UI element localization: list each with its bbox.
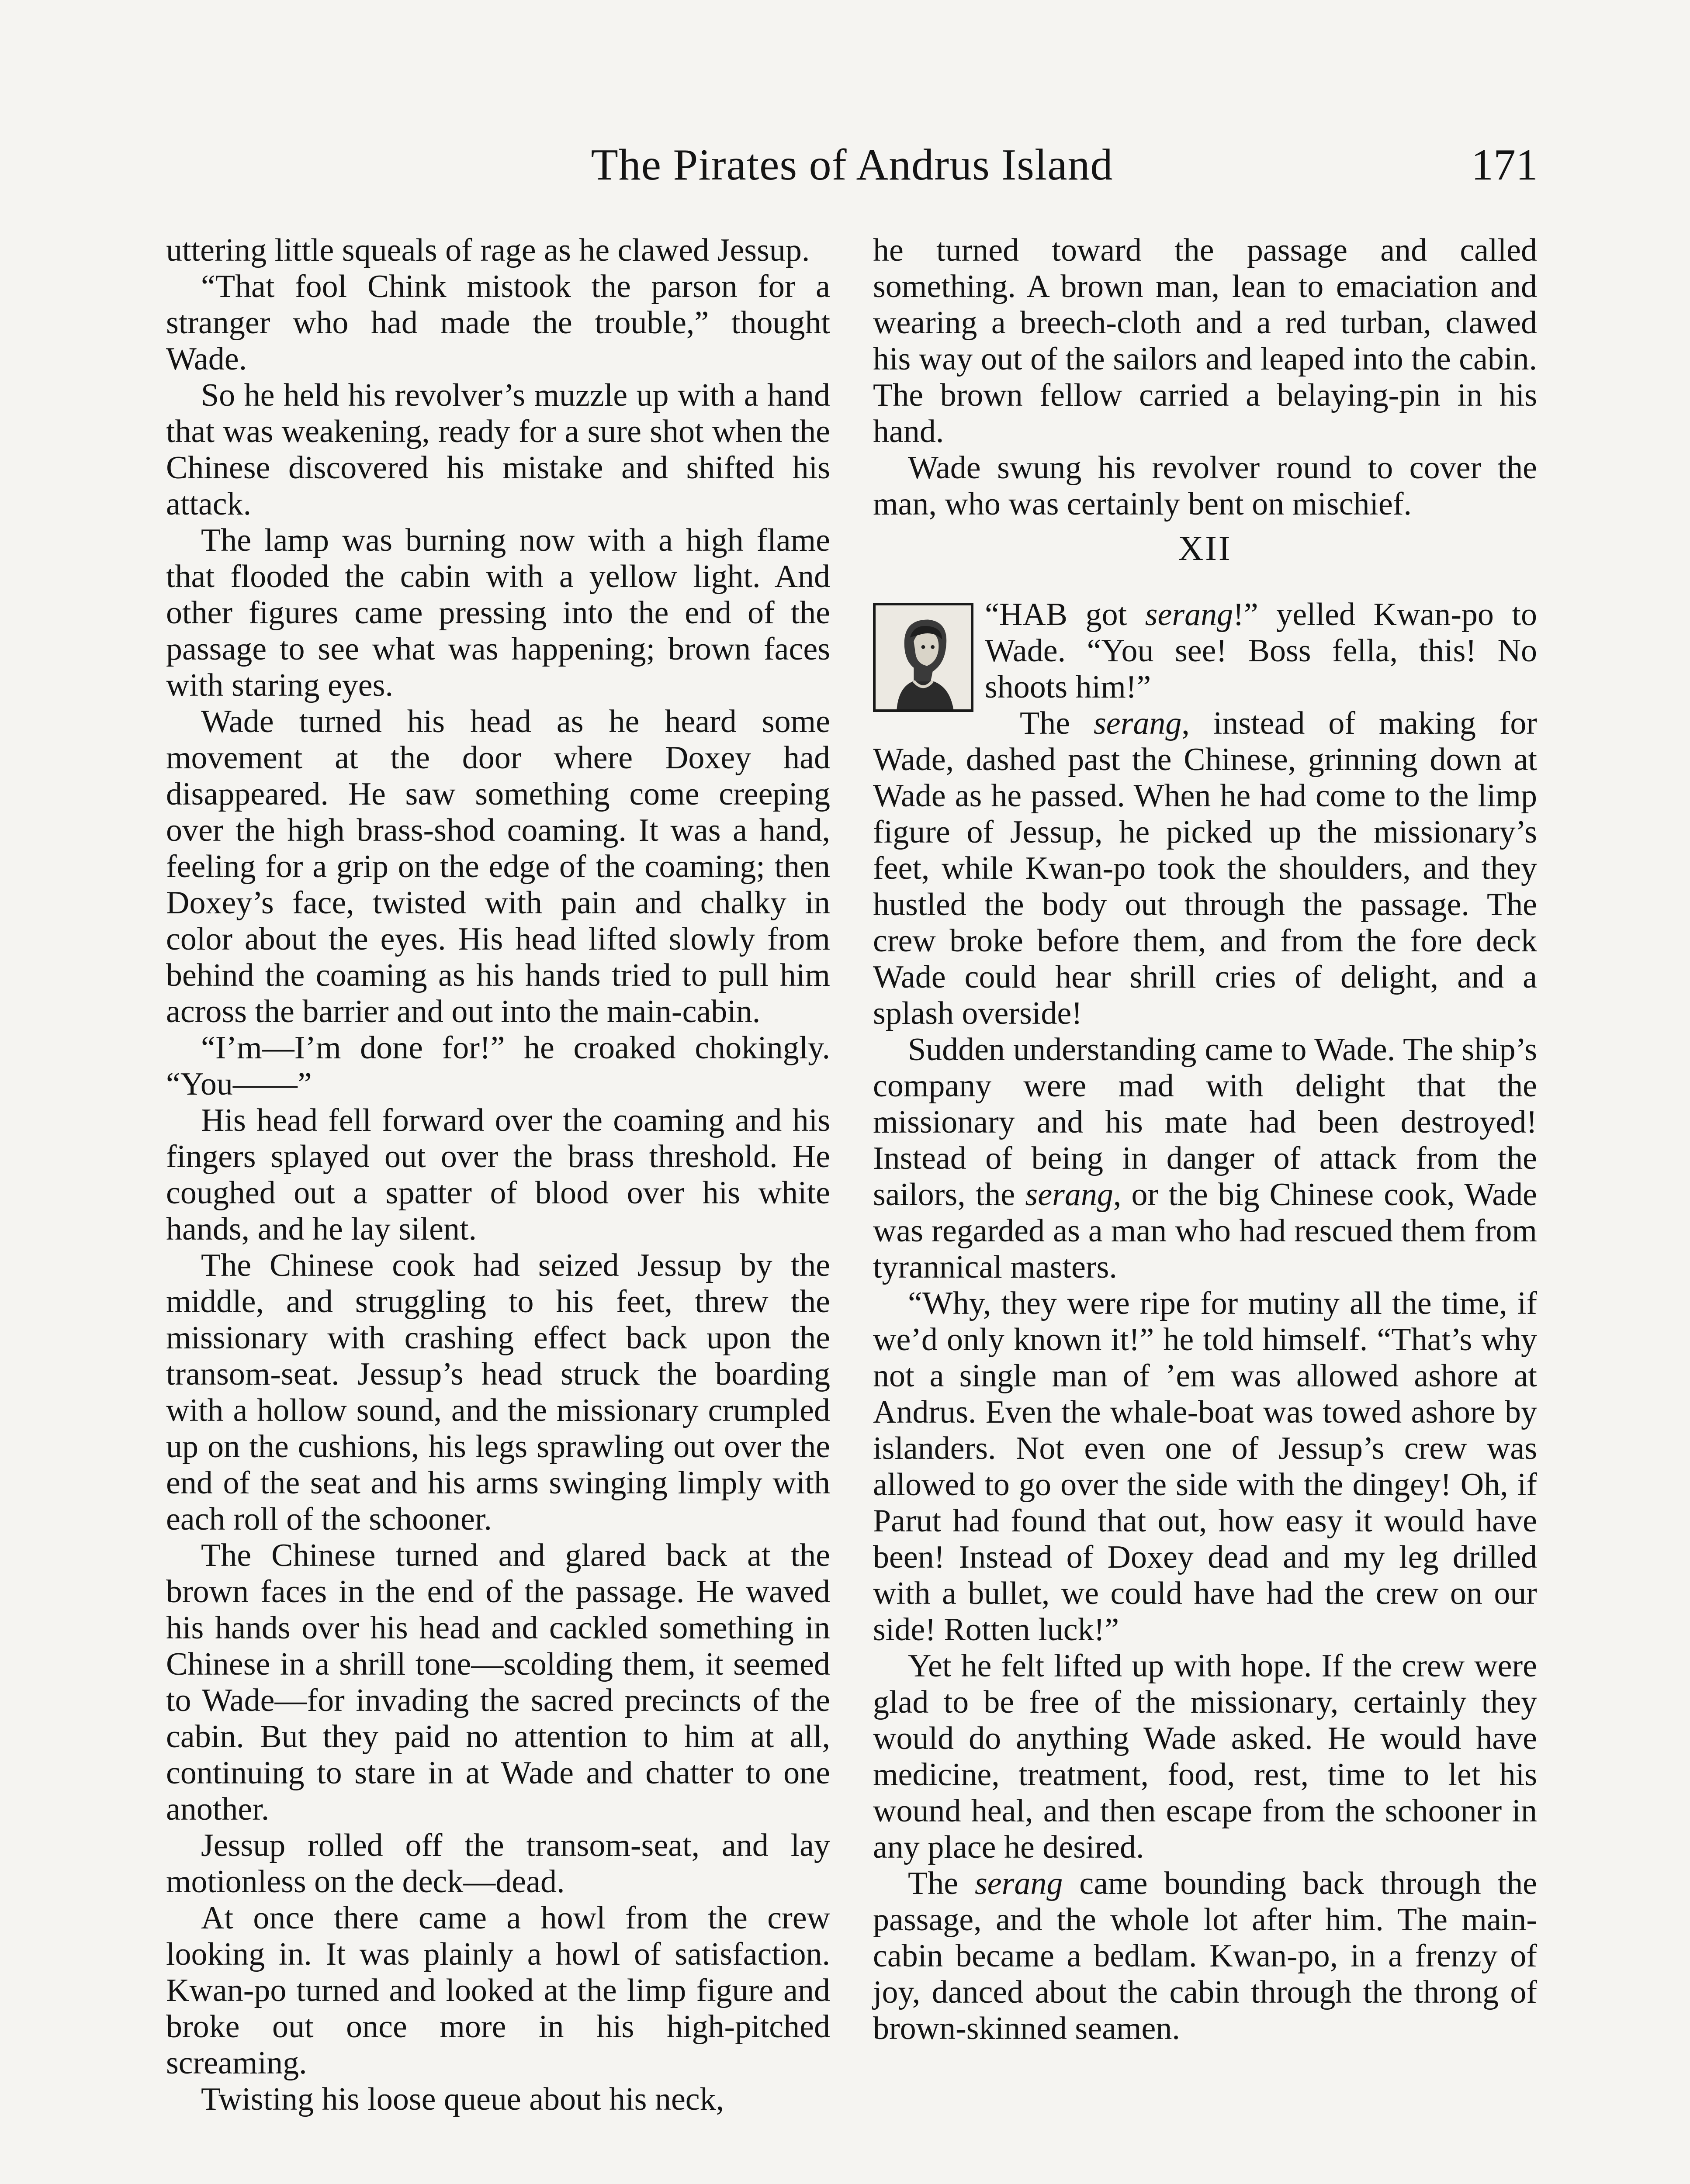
paragraph: Wade swung his revolver round to cover the man, who was certainly bent on mischief.	[873, 450, 1537, 522]
paragraph: Sudden understanding came to Wade. The ship’s company were mad with delight that the missionary and his mate had been destroyed! Instead of being in danger of attack from the sailors, the serang, or the big Chinese cook, Wade was regarded as a man who had rescued them from tyrannical masters.	[873, 1032, 1537, 1285]
paragraph: The Chinese turned and glared back at the brown faces in the end of the passage. He waved his hands over his head and cackled something in Chinese in a shrill tone—scolding them, it seemed to Wade—for invading the sacred precincts of the cabin. But they paid no attention to him at all, continuing to stare in at Wade and chatter to one another.	[166, 1538, 830, 1827]
chapter-opening-paragraph: “HAB got serang!” yelled Kwan-po to Wade. “You see! Boss fella, this! No shoots him!”	[985, 597, 1537, 705]
paragraph: he turned toward the passage and called something. A brown man, lean to emaciation and wearing a breech-cloth and a red turban, clawed his way out of the sailors and leaped into the cabin. The brown fellow carried a belaying-pin in his hand.	[873, 232, 1537, 449]
paragraph: His head fell forward over the coaming and his fingers splayed out over the brass threshold. He coughed out a spatter of blood over his white hands, and he lay silent.	[166, 1102, 830, 1247]
paragraph: “I’m—I’m done for!” he croaked chokingly. “You——”	[166, 1030, 830, 1102]
paragraph: “That fool Chink mistook the parson for a stranger who had made the trouble,” thought Wade.	[166, 269, 830, 377]
paragraph: So he held his revolver’s muzzle up with a hand that was weakening, ready for a sure shot when the Chinese discovered his mistake and shifted his attack.	[166, 377, 830, 522]
left-column	[166, 232, 830, 2118]
paragraph: Twisting his loose queue about his neck,	[201, 2081, 724, 2117]
paragraph: The serang, instead of making for Wade, dashed past the Chinese, grinning down at Wade as he passed. When he had come to the limp figure of Jessup, he picked up the missionary’s feet, while Kwan-po took the shoulders, and they hustled the body out through the passage. The crew broke before them, and from the fore deck Wade could hear shrill cries of delight, and a splash overside!	[873, 705, 1538, 1031]
chapter-opening	[873, 597, 1537, 705]
paragraph: Wade turned his head as he heard some movement at the door where Doxey had disappeared. He saw something come creeping over the high brass-shod coaming. It was a hand, feeling for a grip on the edge of the coaming; then Doxey’s face, twisted with pain and chalky in color about the eyes. His head lifted slowly from behind the coaming as his hands tried to pull him across the barrier and out into the main-cabin.	[166, 704, 830, 1030]
paragraph: At once there came a howl from the crew looking in. It was plainly a howl of satisfaction. Kwan-po turned and looked at the limp figure and broke out once more in his high-pitched screaming.	[166, 1900, 830, 2081]
paragraph: The lamp was burning now with a high flame that flooded the cabin with a yellow light. And other figures came pressing into the end of the passage to see what was happening; brown faces with staring eyes.	[166, 522, 830, 703]
paragraph: Jessup rolled off the transom-seat, and lay motionless on the deck—dead.	[166, 1828, 830, 1900]
paragraph: Yet he felt lifted up with hope. If the crew were glad to be free of the missionary, certainly they would do anything Wade asked. He would have medicine, treatment, food, rest, time to let his wound heal, and then escape from the schooner in any place he desired.	[873, 1648, 1537, 1865]
running-title: The Pirates of Andrus Island	[591, 140, 1113, 190]
woman-portrait-illustration	[873, 603, 973, 712]
paragraph: The Chinese cook had seized Jessup by the middle, and struggling to his feet, threw the missionary with crashing effect back upon the transom-seat. Jessup’s head struck the boarding with a hollow sound, and the missionary crumpled up on the cushions, his legs sprawling out over the end of the seat and his arms swinging limply with each roll of the schooner.	[166, 1248, 830, 1537]
chapter-heading: XII	[1178, 529, 1232, 568]
page-number: 171	[1471, 140, 1538, 190]
paragraph: “Why, they were ripe for mutiny all the time, if we’d only known it!” he told himself. “That’s why not a single man of ’em was allowed ashore at Andrus. Even the whale-boat was towed ashore by islanders. Not even one of Jessup’s crew was allowed to go over the side with the dingey! Oh, if Parut had found that out, how easy it would have been! Instead of Doxey dead and my leg drilled with a bullet, we could have had the crew on our side! Rotten luck!”	[873, 1286, 1537, 1648]
paragraph: The serang came bounding back through the passage, and the whole lot after him. The main-cabin became a bedlam. Kwan-po, in a frenzy of joy, danced about the cabin through the throng of brown-skinned seamen.	[873, 1866, 1538, 2046]
page-header	[166, 139, 1538, 191]
right-column	[873, 232, 1537, 2047]
paragraph: uttering little squeals of rage as he clawed Jessup.	[166, 232, 810, 268]
